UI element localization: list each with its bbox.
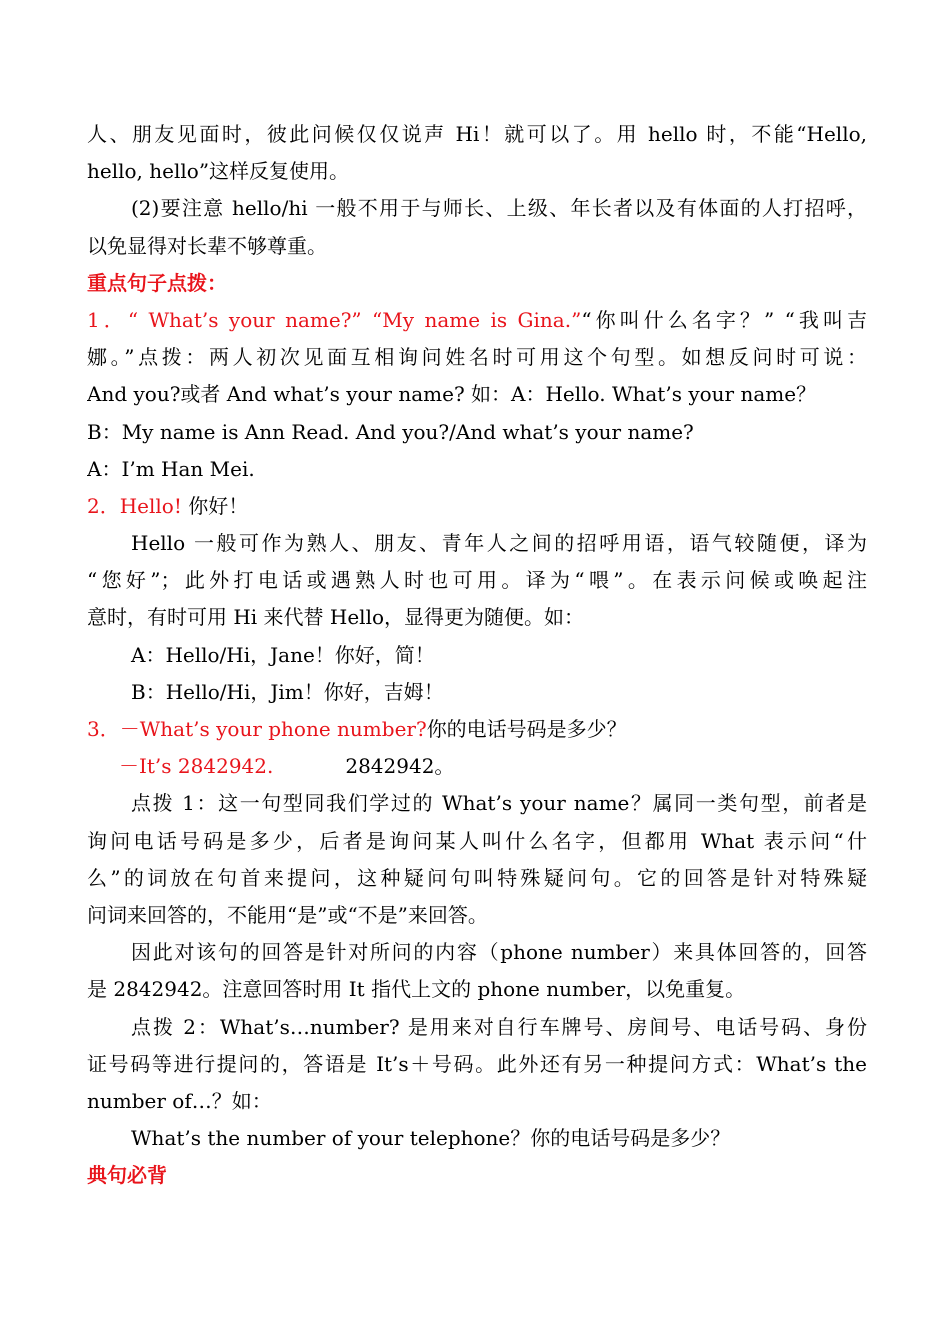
sentence-3-line <box>87 711 867 748</box>
sentence-2-line <box>87 488 867 525</box>
sentence-3-english: 3．－What’s your phone number? <box>87 717 427 741</box>
example-line: What’s the number of your telephone？你的电话号码是多少？ <box>131 1126 731 1151</box>
paragraph-line: B：My name is Ann Read. And you?/And what’s your name? <box>87 419 694 444</box>
paragraph-line: number of…？如： <box>87 1088 272 1113</box>
paragraph-line: 娜。”点拨：两人初次见面互相询问姓名时可用这个句型。如想反问时可说： <box>87 345 867 370</box>
paragraph-line: 点拨 1：这一句型同我们学过的 What’s your name？属同一类句型，前者是 <box>131 791 867 816</box>
paragraph-line: 证号码等进行提问的，答语是 It’s＋号码。此外还有另一种提问方式：What’s the <box>87 1051 867 1076</box>
paragraph-line: (2)要注意 hello/hi 一般不用于与师长、上级、年长者以及有体面的人打招呼， <box>131 196 867 221</box>
paragraph-line: hello, hello”这样反复使用。 <box>87 159 350 184</box>
sentence-1-chinese: “你叫什么名字？” “我叫吉 <box>581 307 867 332</box>
section-heading-must-memorize: 典句必背 <box>87 1163 167 1188</box>
paragraph-line: 因此对该句的回答是针对所问的内容（phone number）来具体回答的，回答 <box>131 940 867 965</box>
paragraph-line: 么”的词放在句首来提问，这种疑问句叫特殊疑问句。它的回答是针对特殊疑 <box>87 865 867 890</box>
sentence-2-chinese: 你好！ <box>181 493 249 518</box>
paragraph-line: 意时，有时可用 Hi 来代替 Hello，显得更为随便。如： <box>87 605 585 630</box>
sentence-3-answer-english: －It’s 2842942. <box>119 754 274 779</box>
paragraph-line: And you?或者 And what’s your name? 如：A：Hello. What’s your name？ <box>87 382 817 407</box>
sentence-2-english: 2．Hello! <box>87 493 182 518</box>
paragraph-line: 是 2842942。注意回答时用 It 指代上文的 phone number，以免重复。 <box>87 977 746 1002</box>
sentence-1-english: 1．“ What’s your name?” “My name is Gina.” <box>87 307 582 332</box>
example-line: A：Hello/Hi，Jane！你好，简！ <box>131 642 435 667</box>
paragraph-line: Hello 一般可作为熟人、朋友、青年人之间的招呼用语，语气较随便，译为 <box>131 531 867 556</box>
document-page <box>87 116 867 1194</box>
paragraph-line: 问词来回答的，不能用“是”或“不是”来回答。 <box>87 902 488 927</box>
paragraph-line: 人、朋友见面时，彼此问候仅仅说声 Hi！就可以了。用 hello 时，不能“Hello, <box>87 122 867 146</box>
paragraph-line: 以免显得对长辈不够尊重。 <box>87 233 327 258</box>
section-heading-key-sentences: 重点句子点拨： <box>87 270 227 295</box>
sentence-3-answer-chinese: 2842942。 <box>345 754 455 779</box>
sentence-3-chinese: 你的电话号码是多少？ <box>426 717 627 741</box>
paragraph-line: 询问电话号码是多少，后者是询问某人叫什么名字，但都用 What 表示问“什 <box>87 828 867 853</box>
paragraph-line: “您好”；此外打电话或遇熟人时也可用。译为“喂”。在表示问候或唤起注 <box>87 568 867 593</box>
paragraph-line: A：I’m Han Mei. <box>87 456 255 481</box>
example-line: B：Hello/Hi，Jim！你好，吉姆！ <box>131 679 444 704</box>
sentence-1-line <box>87 302 867 339</box>
sentence-3-answer-line <box>87 748 867 785</box>
paragraph-line: 点拨 2：What’s…number? 是用来对自行车牌号、房间号、电话号码、身份 <box>131 1014 867 1039</box>
